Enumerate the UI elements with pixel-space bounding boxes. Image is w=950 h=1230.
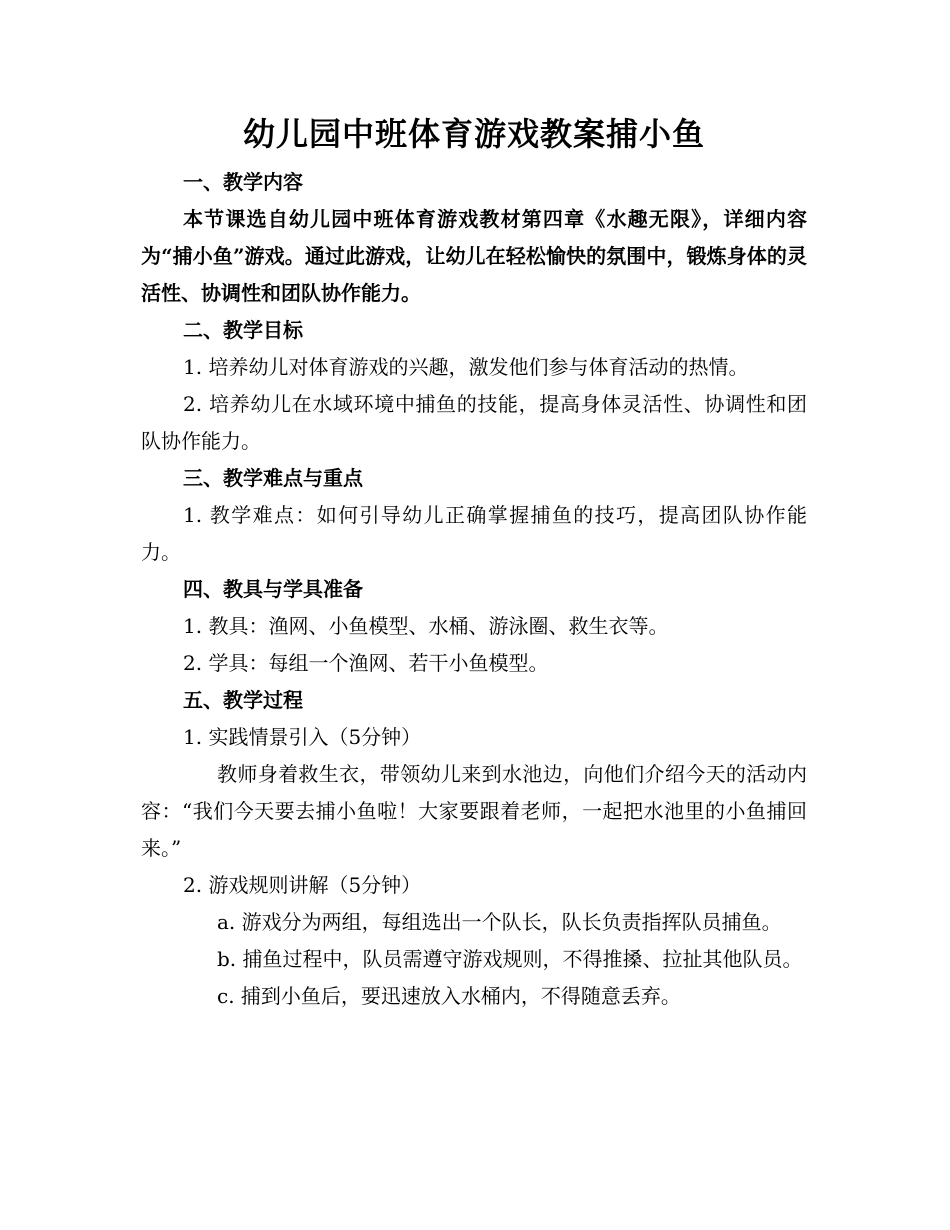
rule-item-b: b. 捕鱼过程中，队员需遵守游戏规则，不得推搡、拉扯其他队员。 — [217, 947, 803, 971]
section-heading-materials: 四、教具与学具准备 — [183, 577, 363, 601]
goal-item-2: 2. 培养幼儿在水域环境中捕鱼的技能，提高身体灵活性、协调性和团队协作能力。 — [141, 392, 807, 453]
materials-item-2: 2. 学具：每组一个渔网、若干小鱼模型。 — [183, 651, 549, 675]
rule-item-c: c. 捕到小鱼后，要迅速放入水桶内，不得随意丢弃。 — [217, 984, 681, 1008]
process-step-1: 1. 实践情景引入（5分钟） — [183, 725, 422, 749]
process-step-2: 2. 游戏规则讲解（5分钟） — [183, 873, 422, 897]
document-page — [141, 110, 807, 1015]
document-title: 幼儿园中班体育游戏教案捕小鱼 — [242, 115, 705, 153]
goal-item-1: 1. 培养幼儿对体育游戏的兴趣，激发他们参与体育活动的热情。 — [183, 355, 749, 379]
materials-item-1: 1. 教具：渔网、小鱼模型、水桶、游泳圈、救生衣等。 — [183, 614, 669, 638]
section-heading-content: 一、教学内容 — [183, 170, 303, 194]
difficulty-item-1: 1. 教学难点：如何引导幼儿正确掌握捕鱼的技巧，提高团队协作能力。 — [141, 503, 807, 564]
content-paragraph: 本节课选自幼儿园中班体育游戏教材第四章《水趣无限》，详细内容为“捕小鱼”游戏。通过此游戏，让幼儿在轻松愉快的氛围中，锻炼身体的灵活性、协调性和团队协作能力。 — [141, 207, 807, 305]
rule-item-a: a. 游戏分为两组，每组选出一个队长，队长负责指挥队员捕鱼。 — [217, 910, 782, 934]
section-heading-process: 五、教学过程 — [183, 688, 303, 712]
section-heading-difficulties: 三、教学难点与重点 — [183, 466, 363, 490]
process-step-1-detail: 教师身着救生衣，带领幼儿来到水池边，向他们介绍今天的活动内容：“我们今天要去捕小鱼啦！大家要跟着老师，一起把水池里的小鱼捕回来。” — [141, 762, 807, 860]
section-heading-goals: 二、教学目标 — [183, 318, 303, 342]
